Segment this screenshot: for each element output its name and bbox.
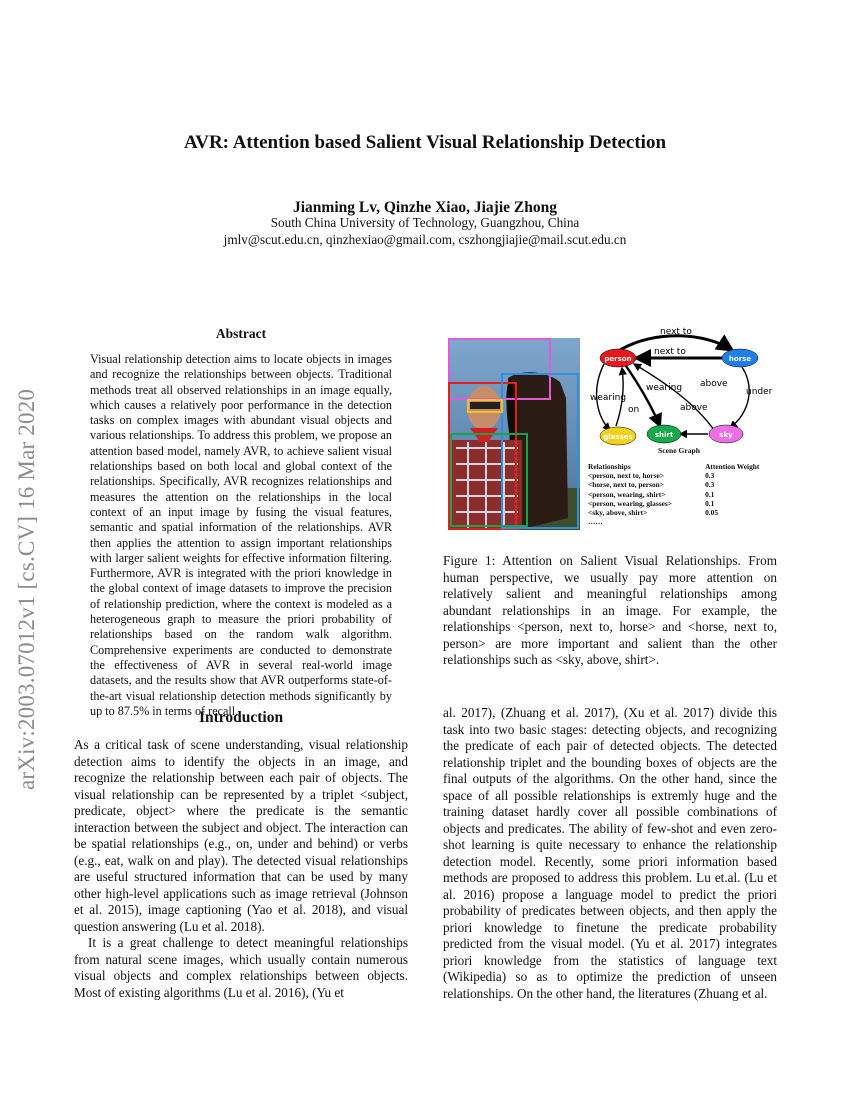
table-row xyxy=(588,517,778,526)
node-label-shirt: shirt xyxy=(654,431,674,439)
table-row xyxy=(588,508,778,517)
node-shirt xyxy=(647,425,681,443)
edge-label-wearing-mid: wearing xyxy=(646,383,683,393)
node-label-horse: horse xyxy=(728,355,752,363)
node-label-glasses: glasses xyxy=(603,433,633,441)
paper-title: AVR: Attention based Salient Visual Relationship Detection xyxy=(183,132,667,153)
table-cell-weight: 0.1 xyxy=(705,489,715,499)
table-header-relationships: Relationships xyxy=(588,462,631,471)
table-row xyxy=(588,471,778,480)
figure-photo xyxy=(448,338,580,530)
table-header-weight: Attention Weight xyxy=(705,462,760,471)
authors: Jianming Lv, Qinzhe Xiao, Jiajie Zhong xyxy=(293,199,557,216)
edge-wearing-mid xyxy=(626,366,660,426)
edge-label-on: on xyxy=(628,405,640,415)
table-cell-weight: 0.05 xyxy=(705,508,719,518)
edge-label-next-to-top: next to xyxy=(660,327,692,337)
intro-paragraph-1: As a critical task of scene understanding, visual relationship detection aims to identify the objects in an image, and recognize the relationship between each pair of objects. The visual relationship can be represented by a triplet <subject, predicate, object> where the predicate is the semantic interaction between the subject and object. The interaction can be spatial relationships (e.g., on, under and behind) or verbs (e.g., eat, walk on and play). The detected visual relationships are useful structured information that can be used by many other high-level applications such as image retrieval (Johnson et al. 2015), image captioning (Yao et al. 2018), and visual question answering (Lu et al. 2018). xyxy=(74,737,408,934)
table-row xyxy=(588,480,778,489)
person-glasses xyxy=(470,402,500,409)
table-header-row xyxy=(588,462,778,471)
arxiv-stamp: arXiv:2003.07012v1 [cs.CV] 16 Mar 2020 xyxy=(14,388,39,790)
scene-graph xyxy=(584,322,784,460)
abstract-heading: Abstract xyxy=(215,326,267,341)
table-cell-rel: <person, wearing, shirt> xyxy=(588,489,666,499)
edge-label-next-to-mid: next to xyxy=(654,347,686,357)
introduction-heading: Introduction xyxy=(198,709,284,726)
node-horse xyxy=(722,349,758,367)
intro-paragraph-continued: al. 2017), (Zhuang et al. 2017), (Xu et al. 2017) divide this task into two basic stages: detecting objects, and recognizing the predicate of each pair of detected objects. The detected relationship triplet and the bounding boxes of objects are the final outputs of the algorithms. On the other hand, since the space of all possible relationships is extremly huge and the training dataset hardly cover all possible combinations of objects and predicates. The ability of few-shot and even zero-shot learning is quite necessary to enhance the relationship detection model. Recently, some priori information based methods are proposed to address this problem. Lu et.al. (Lu et al. 2016) propose a language model to predict the priori probability of predicates between objects, and then apply the priori knowledge to finetune the predicate probability predicted from the visual model. (Yu et al. 2017) integrates priori knowledge from the statistics of language text (Wikipedia) so as to optimize the prediction of unseen relationships. On the other hand, the literatures (Zhuang et al. xyxy=(443,705,777,1001)
table-cell-rel: …… xyxy=(588,517,603,527)
node-label-person: person xyxy=(604,355,632,363)
table-cell-rel: <person, wearing, glasses> xyxy=(588,498,672,508)
edge-label-under: under xyxy=(746,387,773,397)
affiliation: South China University of Technology, Guangzhou, China xyxy=(270,215,580,230)
edge-label-above-mid: above xyxy=(680,403,708,413)
table-row xyxy=(588,499,778,508)
node-label-sky: sky xyxy=(719,431,733,439)
edge-label-wearing-left: wearing xyxy=(590,393,627,403)
table-cell-rel: <sky, above, shirt> xyxy=(588,508,648,518)
intro-paragraph-2: It is a great challenge to detect meaningful relationships from natural scene images, which usually contain numerous visual objects and complex relationships between objects. Most of existing algorithms (Lu et al. 2016), (Yu et xyxy=(74,935,408,1000)
node-person xyxy=(600,349,636,367)
abstract-text: Visual relationship detection aims to locate objects in images and recognize the relationships between objects. Traditional methods treat all observed relationships in an image equally, which causes a relatively poor performance in the detection tasks on complex images with abundant visual objects and various relationships. To address this problem, we propose an attention based model, namely AVR, to achieve salient visual relationships based on both local and global context of the relationships. Specifically, AVR recognizes relationships and measures the attention on the relationships in the local context of an input image by fusing the visual features, semantic and spatial information of the relationships. AVR then applies the attention to assign important relationships with larger salient weights for effective information filtering. Furthermore, AVR is integrated with the priori knowledge in the global context of image datasets to improve the precision of relationship prediction, where the context is modeled as a heterogeneous graph to measure the priori probability of relationships based on the random walk algorithm. Comprehensive experiments are conducted to demonstrate the effectiveness of AVR in several real-world image datasets, and the results show that AVR outperforms state-of-the-art visual relationship detection methods significantly by up to 87.5% in terms of recall. xyxy=(90,352,392,718)
table-row xyxy=(588,490,778,499)
table-cell-weight: 0.1 xyxy=(705,498,715,508)
table-cell-rel: <horse, next to, person> xyxy=(588,480,664,490)
emails: jmlv@scut.edu.cn, qinzhexiao@gmail.com, cszhongjiajie@mail.scut.edu.cn xyxy=(223,232,627,247)
figure-caption: Figure 1: Attention on Salient Visual Relationships. From human perspective, we usually pay more attention on relatively salient and meaningful relationships among abundant relationships in an image. For example, the relationships <person, next to, horse> and <horse, next to, person> are more important and salient than the other relationships such as <sky, above, shirt>. xyxy=(443,553,777,667)
node-glasses xyxy=(600,427,636,445)
table-cell-weight: 0.3 xyxy=(705,480,715,490)
table-cell-weight: 0.3 xyxy=(705,471,715,481)
edge-label-above-right: above xyxy=(700,379,728,389)
scene-graph-label: Scene Graph xyxy=(658,446,700,455)
node-sky xyxy=(709,425,743,443)
table-cell-weight xyxy=(697,517,778,526)
attention-table xyxy=(588,462,778,526)
table-cell-rel: <person, next to, horse> xyxy=(588,471,664,481)
